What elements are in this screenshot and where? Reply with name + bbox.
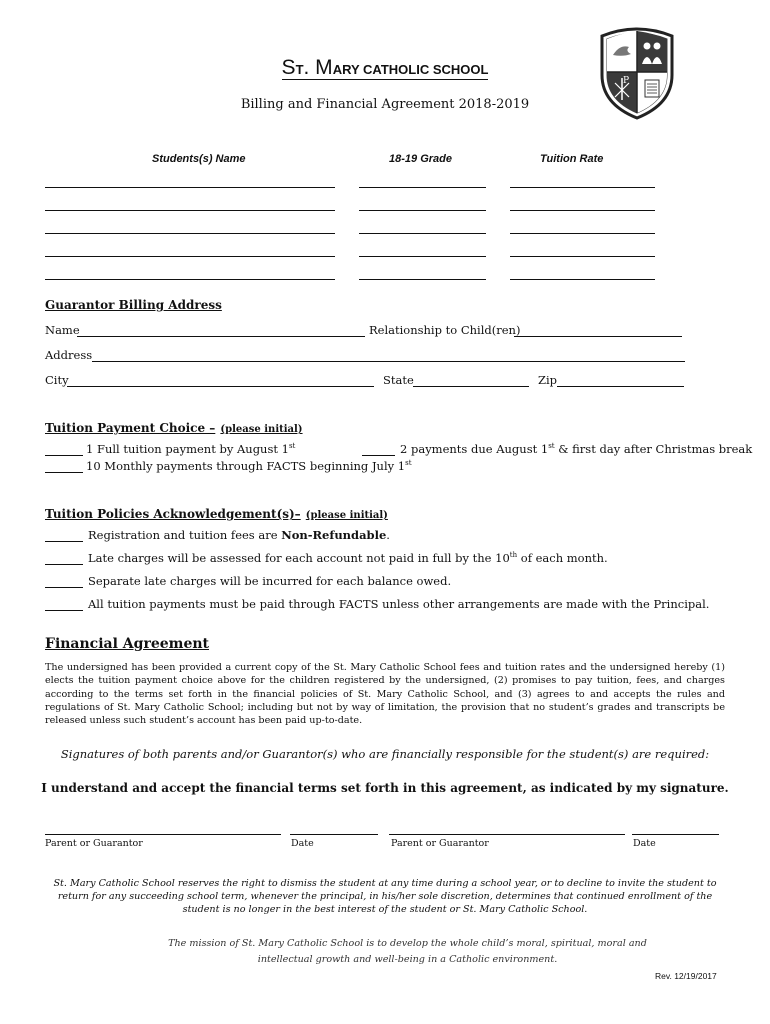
financial-agreement-heading: Financial Agreement: [45, 636, 210, 652]
parent-guarantor-label-2: Parent or Guarantor: [391, 838, 489, 849]
col-head-student-name: Students(s) Name: [152, 153, 246, 165]
policies-note: (please initial): [305, 510, 388, 521]
option-full-payment: [86, 442, 295, 456]
initial-field-full-payment[interactable]: [45, 455, 83, 456]
option-full-payment-sup: st: [288, 442, 296, 451]
revision-date: Rev. 12/19/2017: [655, 971, 717, 981]
relationship-field[interactable]: [514, 336, 682, 337]
option-monthly-sup: st: [405, 459, 412, 468]
col-head-tuition-rate: Tuition Rate: [540, 153, 604, 165]
signatures-required-note: Signatures of both parents and/or Guarantor(s) who are financially responsible for the student(s) are required:: [60, 747, 710, 761]
student-name-line-2[interactable]: [45, 210, 335, 211]
initial-field-policy-2[interactable]: [45, 564, 83, 565]
city-label: City: [45, 373, 69, 387]
col-head-grade: 18-19 Grade: [389, 153, 452, 165]
option-two-payments-text: 2 payments due August 1: [400, 442, 549, 456]
address-field[interactable]: [92, 361, 685, 362]
student-name-line-5[interactable]: [45, 279, 335, 280]
school-name-initial: S: [281, 56, 296, 79]
policy-item-2-text: Late charges will be assessed for each account not paid in full by the 10: [88, 551, 510, 565]
grade-line-4[interactable]: [359, 256, 486, 257]
option-two-payments: [400, 442, 752, 456]
school-name-m: . M: [303, 56, 333, 79]
parent-guarantor-label-1: Parent or Guarantor: [45, 838, 143, 849]
tuition-rate-line-3[interactable]: [510, 233, 655, 234]
state-field[interactable]: [413, 386, 529, 387]
mission-line-2: intellectual growth and well-being in a Catholic environment.: [257, 954, 558, 965]
payment-choice-heading: [45, 417, 303, 436]
dismissal-policy-text: St. Mary Catholic School reserves the right to dismiss the student at any time during a school year, or to decline to invite the student to return for any succeeding school term, whenever the principal, in his/her sole discretion, determines that continued enrollment of the student is no longer in the best interest of the student or St. Mary Catholic School.: [53, 878, 717, 916]
grade-line-5[interactable]: [359, 279, 486, 280]
document-title: Billing and Financial Agreement 2018-2019: [240, 97, 530, 112]
tuition-rate-line-5[interactable]: [510, 279, 655, 280]
option-full-payment-text: 1 Full tuition payment by August 1: [86, 442, 289, 456]
tuition-rate-line-1[interactable]: [510, 187, 655, 188]
policy-item-2: [88, 551, 608, 565]
date-label-2: Date: [633, 838, 656, 849]
policy-item-3: Separate late charges will be incurred for each balance owed.: [88, 574, 452, 588]
grade-line-2[interactable]: [359, 210, 486, 211]
student-name-line-3[interactable]: [45, 233, 335, 234]
initial-field-monthly[interactable]: [45, 472, 83, 473]
city-field[interactable]: [67, 386, 374, 387]
policy-item-4: All tuition payments must be paid through FACTS unless other arrangements are made with the Principal.: [88, 597, 710, 611]
date-label-1: Date: [291, 838, 314, 849]
tuition-rate-line-4[interactable]: [510, 256, 655, 257]
school-name-t: T: [295, 62, 304, 77]
option-monthly: [86, 459, 412, 473]
parent-signature-line-2[interactable]: [389, 834, 625, 835]
payment-choice-note: (please initial): [220, 424, 303, 435]
zip-field[interactable]: [557, 386, 684, 387]
option-two-payments-sup: st: [548, 442, 555, 451]
relationship-label: Relationship to Child(ren): [369, 323, 521, 337]
mission-line-1: The mission of St. Mary Catholic School is to develop the whole child’s moral, spiritual, moral and: [168, 938, 647, 949]
policy-item-2-end: of each month.: [517, 551, 608, 565]
school-name-ary: ARY: [332, 62, 360, 77]
initial-field-two-payments[interactable]: [362, 455, 395, 456]
parent-signature-line-1[interactable]: [45, 834, 281, 835]
address-label: Address: [45, 348, 93, 362]
policy-item-2-sup: th: [509, 551, 518, 560]
guarantor-name-field[interactable]: [77, 336, 365, 337]
policy-item-1: [88, 528, 390, 542]
student-name-line-1[interactable]: [45, 187, 335, 188]
initial-field-policy-3[interactable]: [45, 587, 83, 588]
date-line-2[interactable]: [632, 834, 719, 835]
option-two-payments-text-2: & first day after Christmas break: [554, 442, 753, 456]
policy-item-1-bold: Non-Refundable: [281, 528, 387, 542]
accept-statement: I understand and accept the financial terms set forth in this agreement, as indicated by my signature.: [41, 781, 729, 795]
payment-choice-title: Tuition Payment Choice –: [45, 421, 216, 435]
guarantor-heading: Guarantor Billing Address: [45, 298, 222, 312]
financial-agreement-paragraph: The undersigned has been provided a current copy of the St. Mary Catholic School fees and tuition rates and the undersigned hereby (1) elects the tuition payment choice above for the children registered by the undersigned, (2) promises to pay tuition, fees, and charges according to the terms set forth in the financial policies of St. Mary Catholic School, and (3) agrees to and accepts the rules and regulations of St. Mary Catholic School; including but not by way of limitation, the provision that no student’s grades and transcripts be released unless such student’s account has been paid up-to-date.: [45, 662, 725, 727]
student-name-line-4[interactable]: [45, 256, 335, 257]
initial-field-policy-4[interactable]: [45, 610, 83, 611]
date-line-1[interactable]: [290, 834, 378, 835]
school-crest-logo: [598, 20, 676, 120]
policies-heading: [45, 503, 388, 522]
grade-line-1[interactable]: [359, 187, 486, 188]
zip-label: Zip: [538, 373, 558, 387]
policy-item-1-end: .: [386, 528, 390, 542]
initial-field-policy-1[interactable]: [45, 541, 83, 542]
crest-letter: P: [623, 76, 630, 86]
grade-line-3[interactable]: [359, 233, 486, 234]
tuition-rate-line-2[interactable]: [510, 210, 655, 211]
school-name-catholic: CATHOLIC SCHOOL: [359, 62, 489, 77]
name-label: Name: [45, 323, 80, 337]
state-label: State: [383, 373, 414, 387]
policy-item-1-text: Registration and tuition fees are: [88, 528, 282, 542]
policies-title: Tuition Policies Acknowledgement(s)–: [45, 507, 301, 521]
option-monthly-text: 10 Monthly payments through FACTS beginning July 1: [86, 459, 406, 473]
